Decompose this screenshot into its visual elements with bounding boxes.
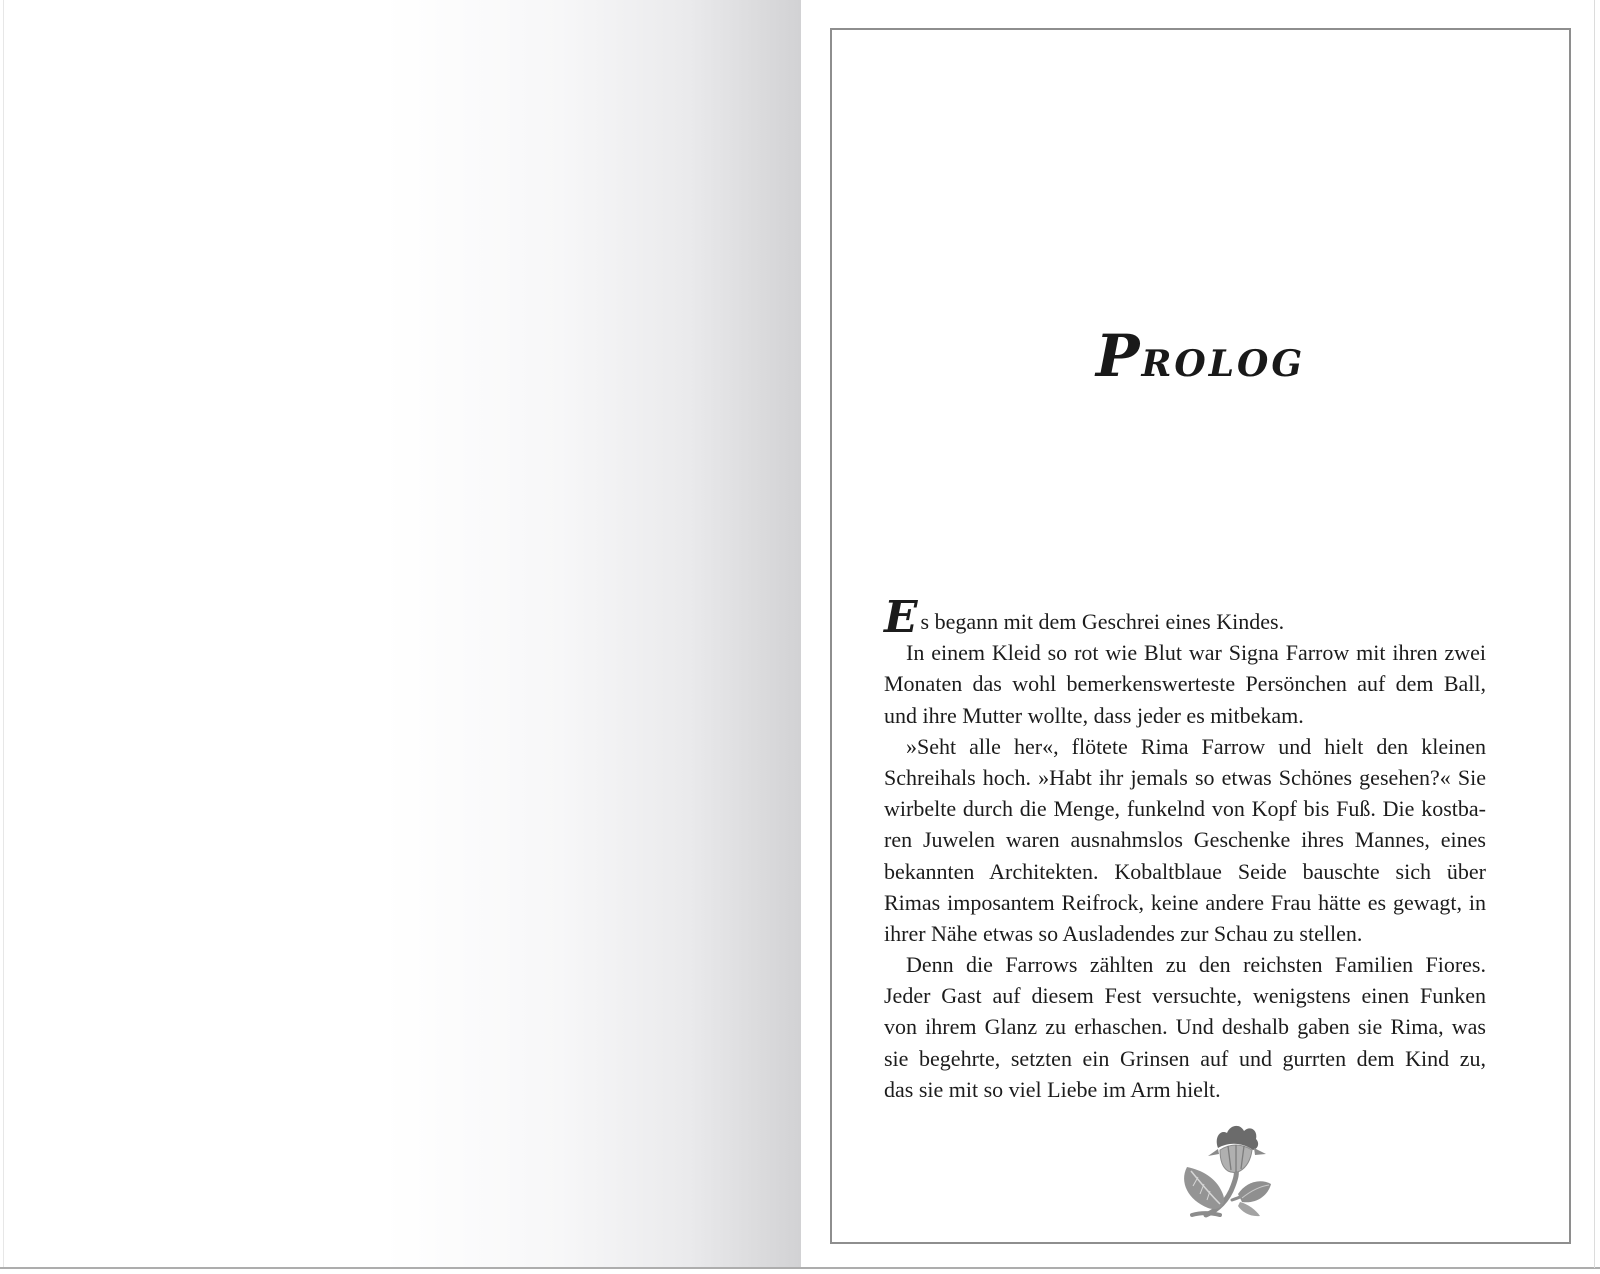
text-line: und ihre Mutter wollte, dass jeder es mitbekam. <box>884 702 1304 728</box>
chapter-title <box>830 322 1571 390</box>
text-line: bekannten Architekten. Kobaltblaue Seide bauschte sich über <box>884 858 1486 884</box>
text-line: »Seht alle her«, flötete Rima Farrow und hielt den kleinen <box>906 733 1486 759</box>
text-line: wirbelte durch die Menge, funkelnd von Kopf bis Fuß. Die kostba- <box>884 796 1486 822</box>
page-bottom-edge <box>0 1267 1600 1269</box>
right-page <box>801 0 1600 1268</box>
text-line: sie begehrte, setzten ein Grinsen auf und gurrten dem Kind zu, <box>884 1045 1486 1071</box>
text-line: ihrer Nähe etwas so Ausladendes zur Schau zu stellen. <box>884 920 1363 946</box>
drop-cap: E <box>884 592 918 643</box>
text-line: ren Juwelen waren ausnahmslos Geschenke ihres Mannes, eines <box>884 827 1486 853</box>
left-page-edge <box>3 0 4 1268</box>
text-line: das sie mit so viel Liebe im Arm hielt. <box>884 1076 1221 1102</box>
text-line: Jeder Gast auf diesem Fest versuchte, wenigstens einen Funken <box>884 983 1486 1009</box>
rose-sprig-icon <box>1176 1122 1280 1218</box>
text-line: Es begann mit dem Geschrei eines Kindes. <box>884 592 1285 643</box>
text-line: von ihrem Glanz zu erhaschen. Und deshalb gaben sie Rima, was <box>884 1014 1486 1040</box>
text-line: In einem Kleid so rot wie Blut war Signa Farrow mit ihren zwei <box>906 640 1486 666</box>
text-line: Monaten das wohl bemerkenswerteste Persönchen auf dem Ball, <box>884 671 1486 697</box>
chapter-title-initial: P <box>1095 322 1140 390</box>
text-line: Denn die Farrows zählten zu den reichsten Familien Fiores. <box>906 952 1486 978</box>
left-page-blank <box>0 0 801 1268</box>
page-right-edge <box>1594 0 1595 1268</box>
chapter-title-rest: ROLOG <box>1141 343 1306 385</box>
text-line: Rimas imposantem Reifrock, keine andere Frau hätte es gewagt, in <box>884 889 1486 915</box>
body-text <box>884 592 1486 1105</box>
text-line: Schreihals hoch. »Habt ihr jemals so etwas Schönes gesehen?« Sie <box>884 764 1486 790</box>
